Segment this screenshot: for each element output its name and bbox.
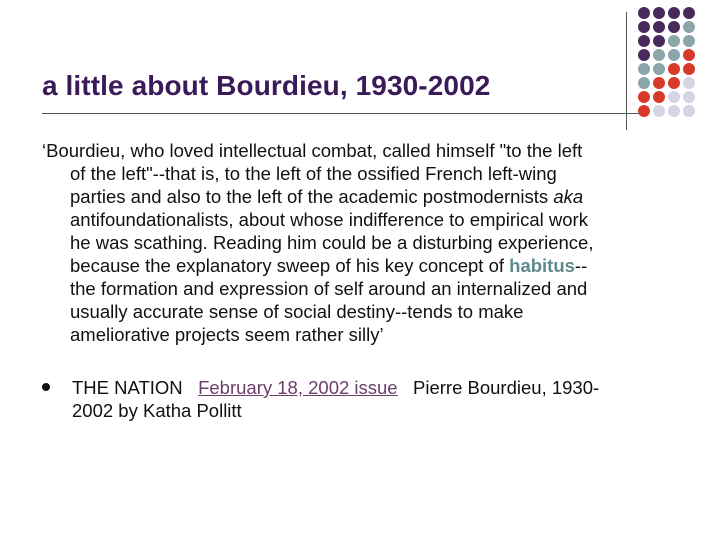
decorative-dot xyxy=(638,77,650,89)
decorative-dot xyxy=(638,105,650,117)
decorative-dot xyxy=(683,77,695,89)
decorative-dot xyxy=(653,7,665,19)
citation-line: 2002 by Katha Pollitt xyxy=(72,400,242,421)
decorative-dot xyxy=(653,77,665,89)
citation-title: Pierre Bourdieu, 1930- xyxy=(413,377,600,398)
decorative-dot xyxy=(668,49,680,61)
decorative-dot xyxy=(683,49,695,61)
quote-text: because the explanatory sweep of his key concept of xyxy=(70,255,510,276)
decorative-dot xyxy=(683,21,695,33)
quote-block xyxy=(42,139,682,346)
decorative-dot xyxy=(668,7,680,19)
quote-line xyxy=(42,254,682,277)
decorative-dot xyxy=(653,63,665,75)
decorative-dot xyxy=(653,21,665,33)
decorative-dot xyxy=(683,91,695,103)
decorative-dot xyxy=(683,35,695,47)
decorative-dot xyxy=(638,49,650,61)
decorative-dot xyxy=(683,63,695,75)
quote-line: ‘Bourdieu, who loved intellectual combat, called himself "to the left xyxy=(42,140,583,161)
decorative-dot xyxy=(683,105,695,117)
quote-line: ameliorative projects seem rather silly’ xyxy=(70,324,384,345)
quote-line: usually accurate sense of social destiny--tends to make xyxy=(70,301,524,322)
decorative-dot xyxy=(653,91,665,103)
decorative-dot xyxy=(653,105,665,117)
decorative-dot xyxy=(668,35,680,47)
decorative-dot xyxy=(653,49,665,61)
aka-emphasis: aka xyxy=(553,186,584,207)
decorative-dot xyxy=(638,35,650,47)
slide-title: a little about Bourdieu, 1930-2002 xyxy=(42,70,491,101)
decorative-dot xyxy=(668,105,680,117)
quote-line: antifoundationalists, about whose indifference to empirical work xyxy=(70,209,588,230)
decorative-dot xyxy=(668,63,680,75)
decorative-dot xyxy=(638,7,650,19)
title-underline xyxy=(42,113,639,114)
quote-line: he was scathing. Reading him could be a disturbing experience, xyxy=(70,232,594,253)
decorative-dot xyxy=(653,35,665,47)
citation-line xyxy=(72,376,682,399)
quote-dash: -- xyxy=(574,255,588,276)
citation-text xyxy=(42,376,682,422)
quote-line: the formation and expression of self around an internalized and xyxy=(70,278,588,299)
issue-link[interactable]: February 18, 2002 issue xyxy=(198,377,398,398)
decorative-dot xyxy=(683,7,695,19)
habitus-term: habitus xyxy=(509,255,575,276)
citation-item xyxy=(42,376,682,422)
decorative-dot xyxy=(638,21,650,33)
bullet-icon xyxy=(42,383,50,391)
quote-text: parties and also to the left of the academic postmodernists xyxy=(70,186,554,207)
citation-source: THE NATION xyxy=(72,377,183,398)
decorative-dot xyxy=(638,91,650,103)
decorative-dot xyxy=(638,63,650,75)
decorative-dot xyxy=(668,21,680,33)
decorative-dot xyxy=(668,91,680,103)
decorative-dot xyxy=(668,77,680,89)
quote-line xyxy=(42,185,682,208)
quote-line: of the left"--that is, to the left of the ossified French left-wing xyxy=(70,163,557,184)
